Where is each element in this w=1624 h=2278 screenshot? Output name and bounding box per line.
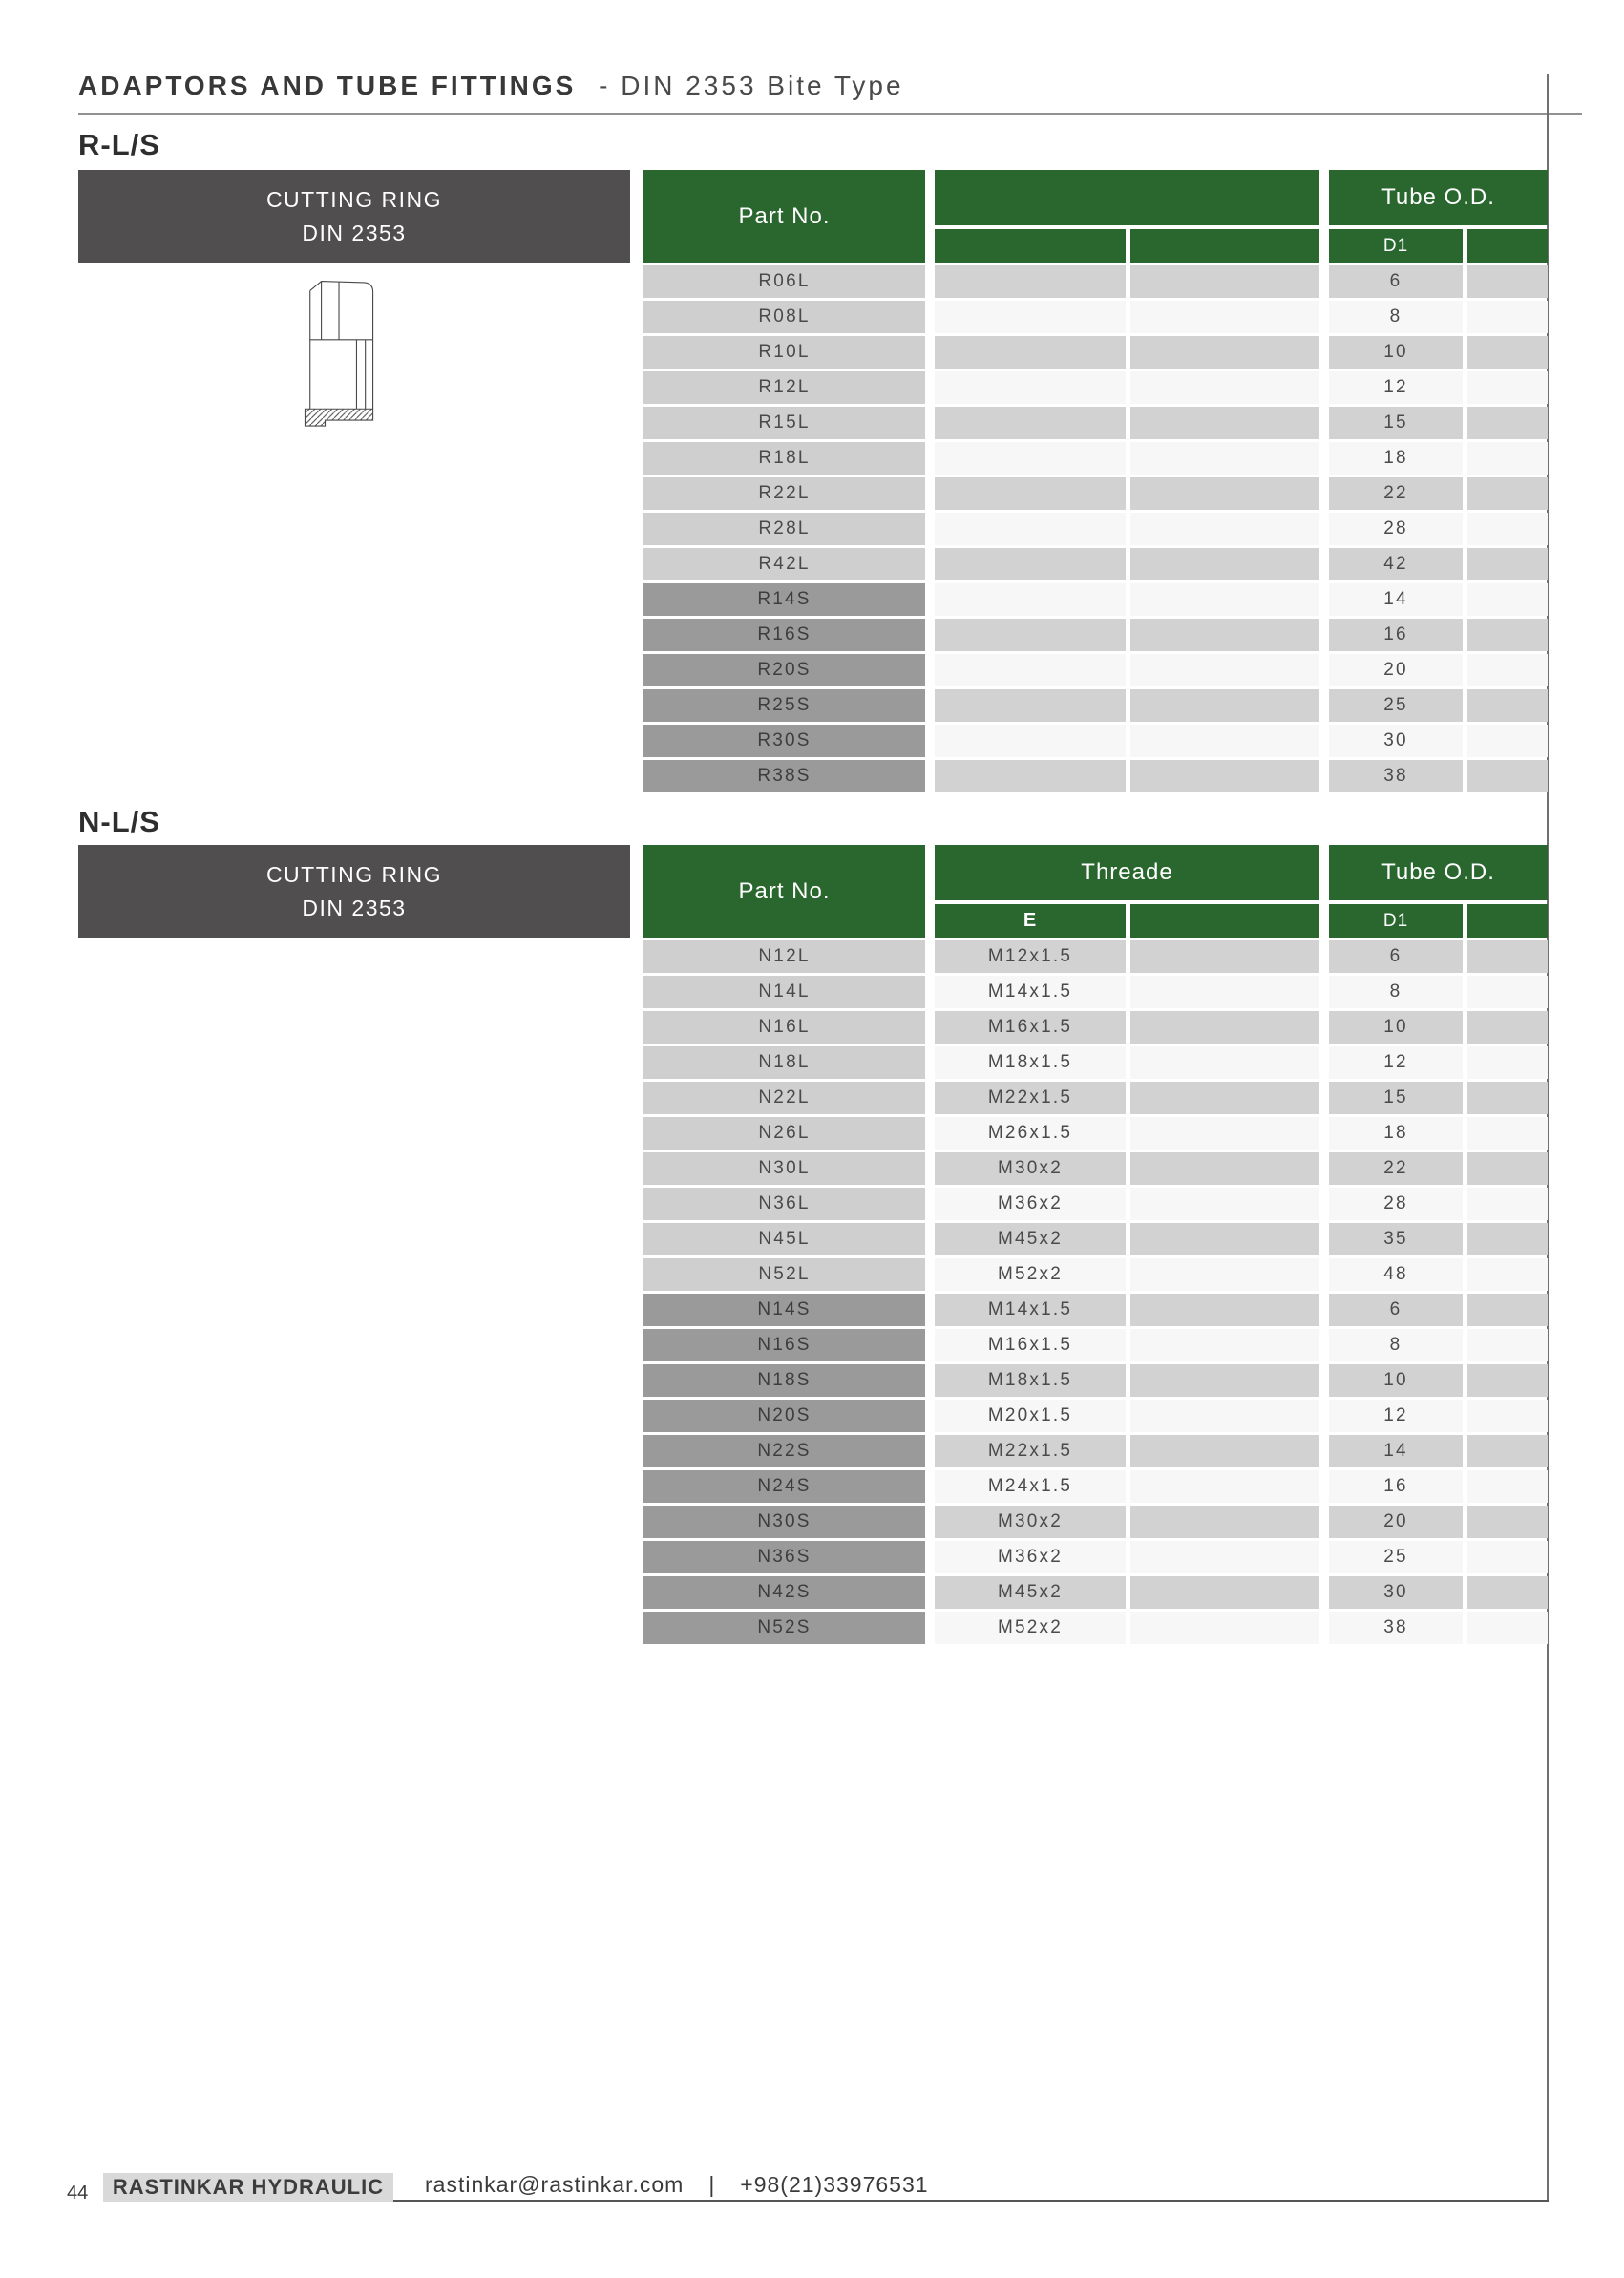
part-no-cell: R28L xyxy=(643,513,925,545)
tube-od-cell: 10 xyxy=(1329,1011,1463,1044)
blank-cell xyxy=(1130,619,1319,651)
part-no-cell: N16S xyxy=(643,1329,925,1361)
tube-od-cell: 35 xyxy=(1329,1223,1463,1255)
thread-cell xyxy=(935,265,1126,298)
blank-cell xyxy=(1130,976,1319,1008)
blank-cell xyxy=(1130,336,1319,369)
blank-cell xyxy=(1467,371,1548,404)
table-row xyxy=(643,407,1548,439)
tube-od-cell: 22 xyxy=(1329,1152,1463,1185)
contact-email: rastinkar@rastinkar.com xyxy=(425,2171,685,2197)
blank-cell xyxy=(1130,1435,1319,1467)
section-title-nls: N-L/S xyxy=(78,805,160,838)
page-title-sub: - DIN 2353 Bite Type xyxy=(599,71,904,100)
blank-cell xyxy=(1130,407,1319,439)
blank-cell xyxy=(1467,407,1548,439)
thread-cell: M45x2 xyxy=(935,1576,1126,1609)
col-header-thread-sub: E xyxy=(935,904,1126,938)
side-label-box-rls xyxy=(78,170,630,263)
part-no-cell: R18L xyxy=(643,442,925,475)
tube-od-cell: 30 xyxy=(1329,725,1463,757)
blank-cell xyxy=(1130,1011,1319,1044)
page-title xyxy=(78,71,904,101)
col-header-d1: D1 xyxy=(1329,904,1463,938)
tube-od-cell: 12 xyxy=(1329,1400,1463,1432)
tube-od-cell: 16 xyxy=(1329,619,1463,651)
part-no-cell: N36L xyxy=(643,1188,925,1220)
thread-cell xyxy=(935,442,1126,475)
tube-od-cell: 14 xyxy=(1329,583,1463,616)
col-header-thread-sub-blank xyxy=(1130,904,1319,938)
blank-cell xyxy=(1467,583,1548,616)
blank-cell xyxy=(1467,1082,1548,1114)
table-row xyxy=(643,513,1548,545)
table-row xyxy=(643,1188,1548,1220)
blank-cell xyxy=(1467,1258,1548,1291)
thread-cell xyxy=(935,725,1126,757)
side-label-line1: CUTTING RING xyxy=(265,862,443,887)
table-row xyxy=(643,1400,1548,1432)
thread-cell: M52x2 xyxy=(935,1258,1126,1291)
part-no-cell: R14S xyxy=(643,583,925,616)
thread-cell: M30x2 xyxy=(935,1152,1126,1185)
tube-od-cell: 22 xyxy=(1329,477,1463,510)
part-no-cell: R38S xyxy=(643,760,925,792)
tube-od-cell: 14 xyxy=(1329,1435,1463,1467)
part-no-cell: R12L xyxy=(643,371,925,404)
part-no-cell: R06L xyxy=(643,265,925,298)
tube-od-cell: 38 xyxy=(1329,760,1463,792)
thread-cell xyxy=(935,689,1126,722)
thread-cell: M26x1.5 xyxy=(935,1117,1126,1150)
blank-cell xyxy=(1467,442,1548,475)
blank-cell xyxy=(1130,1082,1319,1114)
blank-cell xyxy=(1130,1364,1319,1397)
tube-od-cell: 18 xyxy=(1329,1117,1463,1150)
thread-cell: M14x1.5 xyxy=(935,1294,1126,1326)
table-row xyxy=(643,301,1548,333)
thread-cell: M36x2 xyxy=(935,1188,1126,1220)
thread-cell: M22x1.5 xyxy=(935,1435,1126,1467)
table-row xyxy=(643,1046,1548,1079)
thread-cell: M16x1.5 xyxy=(935,1011,1126,1044)
table-row xyxy=(643,442,1548,475)
blank-cell xyxy=(1467,1117,1548,1150)
table-row xyxy=(643,760,1548,792)
blank-cell xyxy=(1130,265,1319,298)
blank-cell xyxy=(1467,1046,1548,1079)
thread-cell: M36x2 xyxy=(935,1541,1126,1573)
table-row xyxy=(643,371,1548,404)
part-no-cell: R30S xyxy=(643,725,925,757)
blank-cell xyxy=(1130,477,1319,510)
blank-cell xyxy=(1467,1152,1548,1185)
tube-od-cell: 8 xyxy=(1329,1329,1463,1361)
contact-phone: +98(21)33976531 xyxy=(740,2171,929,2197)
table-body-rls xyxy=(643,265,1548,795)
blank-cell xyxy=(1467,301,1548,333)
blank-cell xyxy=(1467,1612,1548,1644)
part-no-cell: N30L xyxy=(643,1152,925,1185)
part-no-cell: N14S xyxy=(643,1294,925,1326)
section-title-rls: R-L/S xyxy=(78,128,160,161)
part-no-cell: N24S xyxy=(643,1470,925,1503)
table-row xyxy=(643,1294,1548,1326)
table-row xyxy=(643,1152,1548,1185)
blank-cell xyxy=(1130,1117,1319,1150)
thread-cell: M30x2 xyxy=(935,1506,1126,1538)
blank-cell xyxy=(1130,1329,1319,1361)
blank-cell xyxy=(1130,1258,1319,1291)
part-no-cell: R16S xyxy=(643,619,925,651)
table-header-nls xyxy=(643,845,1548,938)
blank-cell xyxy=(1467,1223,1548,1255)
part-no-cell: N45L xyxy=(643,1223,925,1255)
blank-cell xyxy=(1130,1294,1319,1326)
contact-info xyxy=(425,2169,929,2200)
part-no-cell: R20S xyxy=(643,654,925,686)
part-no-cell: R42L xyxy=(643,548,925,580)
table-body-nls xyxy=(643,940,1548,1647)
tube-od-cell: 12 xyxy=(1329,371,1463,404)
tube-od-cell: 38 xyxy=(1329,1612,1463,1644)
part-no-cell: N20S xyxy=(643,1400,925,1432)
blank-cell xyxy=(1130,1470,1319,1503)
table-row xyxy=(643,548,1548,580)
table-row xyxy=(643,477,1548,510)
blank-cell xyxy=(1130,1541,1319,1573)
table-row xyxy=(643,654,1548,686)
side-label-line2: DIN 2353 xyxy=(302,895,407,920)
blank-cell xyxy=(1467,513,1548,545)
tube-od-cell: 20 xyxy=(1329,654,1463,686)
blank-cell xyxy=(1467,619,1548,651)
part-no-cell: N14L xyxy=(643,976,925,1008)
table-row xyxy=(643,1223,1548,1255)
part-no-cell: N52S xyxy=(643,1612,925,1644)
thread-cell: M22x1.5 xyxy=(935,1082,1126,1114)
blank-cell xyxy=(1467,1400,1548,1432)
thread-cell xyxy=(935,548,1126,580)
blank-cell xyxy=(1130,1152,1319,1185)
tube-od-cell: 18 xyxy=(1329,442,1463,475)
thread-cell xyxy=(935,371,1126,404)
blank-cell xyxy=(1467,1364,1548,1397)
footer-rule xyxy=(393,2200,1549,2202)
col-header-thread-group: Threade xyxy=(935,845,1319,900)
part-no-cell: R22L xyxy=(643,477,925,510)
blank-cell xyxy=(1130,760,1319,792)
table-row xyxy=(643,1576,1548,1609)
thread-cell: M14x1.5 xyxy=(935,976,1126,1008)
side-label-box-nls xyxy=(78,845,630,938)
blank-cell xyxy=(1130,513,1319,545)
tube-od-cell: 25 xyxy=(1329,689,1463,722)
blank-cell xyxy=(1467,725,1548,757)
blank-cell xyxy=(1130,654,1319,686)
brand-badge: RASTINKAR HYDRAULIC xyxy=(103,2173,393,2202)
part-no-cell: R08L xyxy=(643,301,925,333)
thread-cell xyxy=(935,301,1126,333)
table-row xyxy=(643,583,1548,616)
table-row xyxy=(643,940,1548,973)
blank-cell xyxy=(1467,1541,1548,1573)
part-no-cell: N18L xyxy=(643,1046,925,1079)
blank-cell xyxy=(1467,336,1548,369)
thread-cell xyxy=(935,654,1126,686)
tube-od-cell: 28 xyxy=(1329,1188,1463,1220)
page-title-main: ADAPTORS AND TUBE FITTINGS xyxy=(78,71,577,100)
table-row xyxy=(643,689,1548,722)
thread-cell: M12x1.5 xyxy=(935,940,1126,973)
blank-cell xyxy=(1130,548,1319,580)
blank-cell xyxy=(1467,940,1548,973)
table-row xyxy=(643,619,1548,651)
table-row xyxy=(643,1470,1548,1503)
tube-od-cell: 6 xyxy=(1329,1294,1463,1326)
table-row xyxy=(643,1258,1548,1291)
blank-cell xyxy=(1130,371,1319,404)
blank-cell xyxy=(1130,940,1319,973)
part-no-cell: R10L xyxy=(643,336,925,369)
tube-od-cell: 8 xyxy=(1329,976,1463,1008)
table-row xyxy=(643,1506,1548,1538)
blank-cell xyxy=(1130,301,1319,333)
part-no-cell: R25S xyxy=(643,689,925,722)
part-no-cell: N30S xyxy=(643,1506,925,1538)
thread-cell xyxy=(935,336,1126,369)
tube-od-cell: 20 xyxy=(1329,1506,1463,1538)
blank-cell xyxy=(1467,654,1548,686)
part-no-cell: N42S xyxy=(643,1576,925,1609)
table-row xyxy=(643,976,1548,1008)
tube-od-cell: 6 xyxy=(1329,265,1463,298)
thread-cell xyxy=(935,513,1126,545)
tube-od-cell: 30 xyxy=(1329,1576,1463,1609)
thread-cell xyxy=(935,477,1126,510)
blank-cell xyxy=(1130,1046,1319,1079)
col-header-part-no: Part No. xyxy=(643,845,925,938)
page-number: 44 xyxy=(67,2183,89,2204)
part-no-cell: N22L xyxy=(643,1082,925,1114)
col-header-thread-sub xyxy=(935,229,1126,263)
blank-cell xyxy=(1130,1188,1319,1220)
part-no-cell: N36S xyxy=(643,1541,925,1573)
thread-cell: M52x2 xyxy=(935,1612,1126,1644)
table-row xyxy=(643,1082,1548,1114)
thread-cell xyxy=(935,407,1126,439)
blank-cell xyxy=(1467,1329,1548,1361)
blank-cell xyxy=(1467,265,1548,298)
blank-cell xyxy=(1467,1576,1548,1609)
thread-cell xyxy=(935,583,1126,616)
tube-od-cell: 48 xyxy=(1329,1258,1463,1291)
blank-cell xyxy=(1130,725,1319,757)
part-no-cell: N12L xyxy=(643,940,925,973)
blank-cell xyxy=(1467,760,1548,792)
blank-cell xyxy=(1130,1612,1319,1644)
tube-od-cell: 28 xyxy=(1329,513,1463,545)
title-underline xyxy=(78,113,1582,115)
blank-cell xyxy=(1130,442,1319,475)
tube-od-cell: 10 xyxy=(1329,1364,1463,1397)
blank-cell xyxy=(1130,1223,1319,1255)
col-header-tube-sub-blank xyxy=(1467,229,1548,263)
blank-cell xyxy=(1467,1506,1548,1538)
col-header-thread-group xyxy=(935,170,1319,225)
part-no-cell: N26L xyxy=(643,1117,925,1150)
blank-cell xyxy=(1467,548,1548,580)
table-row xyxy=(643,1364,1548,1397)
col-header-part-no: Part No. xyxy=(643,170,925,263)
col-header-thread-sub-blank xyxy=(1130,229,1319,263)
thread-cell: M16x1.5 xyxy=(935,1329,1126,1361)
tube-od-cell: 10 xyxy=(1329,336,1463,369)
part-no-cell: N18S xyxy=(643,1364,925,1397)
thread-cell: M18x1.5 xyxy=(935,1046,1126,1079)
side-label-line1: CUTTING RING xyxy=(265,187,443,212)
tube-od-cell: 25 xyxy=(1329,1541,1463,1573)
blank-cell xyxy=(1130,1506,1319,1538)
thread-cell: M18x1.5 xyxy=(935,1364,1126,1397)
col-header-tube-sub-blank xyxy=(1467,904,1548,938)
table-row xyxy=(643,1541,1548,1573)
table-row xyxy=(643,336,1548,369)
table-row xyxy=(643,1329,1548,1361)
tube-od-cell: 42 xyxy=(1329,548,1463,580)
col-header-tube-od: Tube O.D. xyxy=(1329,170,1548,225)
blank-cell xyxy=(1130,689,1319,722)
part-no-cell: N52L xyxy=(643,1258,925,1291)
table-row xyxy=(643,1011,1548,1044)
table-row xyxy=(643,1612,1548,1644)
table-row xyxy=(643,265,1548,298)
tube-od-cell: 6 xyxy=(1329,940,1463,973)
thread-cell: M20x1.5 xyxy=(935,1400,1126,1432)
blank-cell xyxy=(1467,1435,1548,1467)
side-label-line2: DIN 2353 xyxy=(302,220,407,245)
blank-cell xyxy=(1467,1188,1548,1220)
blank-cell xyxy=(1130,1400,1319,1432)
table-row xyxy=(643,1117,1548,1150)
blank-cell xyxy=(1467,1470,1548,1503)
thread-cell: M24x1.5 xyxy=(935,1470,1126,1503)
thread-cell xyxy=(935,619,1126,651)
thread-cell: M45x2 xyxy=(935,1223,1126,1255)
part-no-cell: N16L xyxy=(643,1011,925,1044)
tube-od-cell: 15 xyxy=(1329,407,1463,439)
tube-od-cell: 8 xyxy=(1329,301,1463,333)
blank-cell xyxy=(1467,976,1548,1008)
table-row xyxy=(643,1435,1548,1467)
cutting-ring-diagram xyxy=(298,277,384,428)
col-header-tube-od: Tube O.D. xyxy=(1329,845,1548,900)
tube-od-cell: 15 xyxy=(1329,1082,1463,1114)
table-row xyxy=(643,725,1548,757)
blank-cell xyxy=(1467,1011,1548,1044)
tube-od-cell: 16 xyxy=(1329,1470,1463,1503)
thread-cell xyxy=(935,760,1126,792)
table-header-rls xyxy=(643,170,1548,263)
col-header-d1: D1 xyxy=(1329,229,1463,263)
part-no-cell: N22S xyxy=(643,1435,925,1467)
tube-od-cell: 12 xyxy=(1329,1046,1463,1079)
blank-cell xyxy=(1467,477,1548,510)
part-no-cell: R15L xyxy=(643,407,925,439)
blank-cell xyxy=(1467,1294,1548,1326)
blank-cell xyxy=(1130,1576,1319,1609)
blank-cell xyxy=(1130,583,1319,616)
contact-separator: | xyxy=(708,2171,716,2197)
blank-cell xyxy=(1467,689,1548,722)
